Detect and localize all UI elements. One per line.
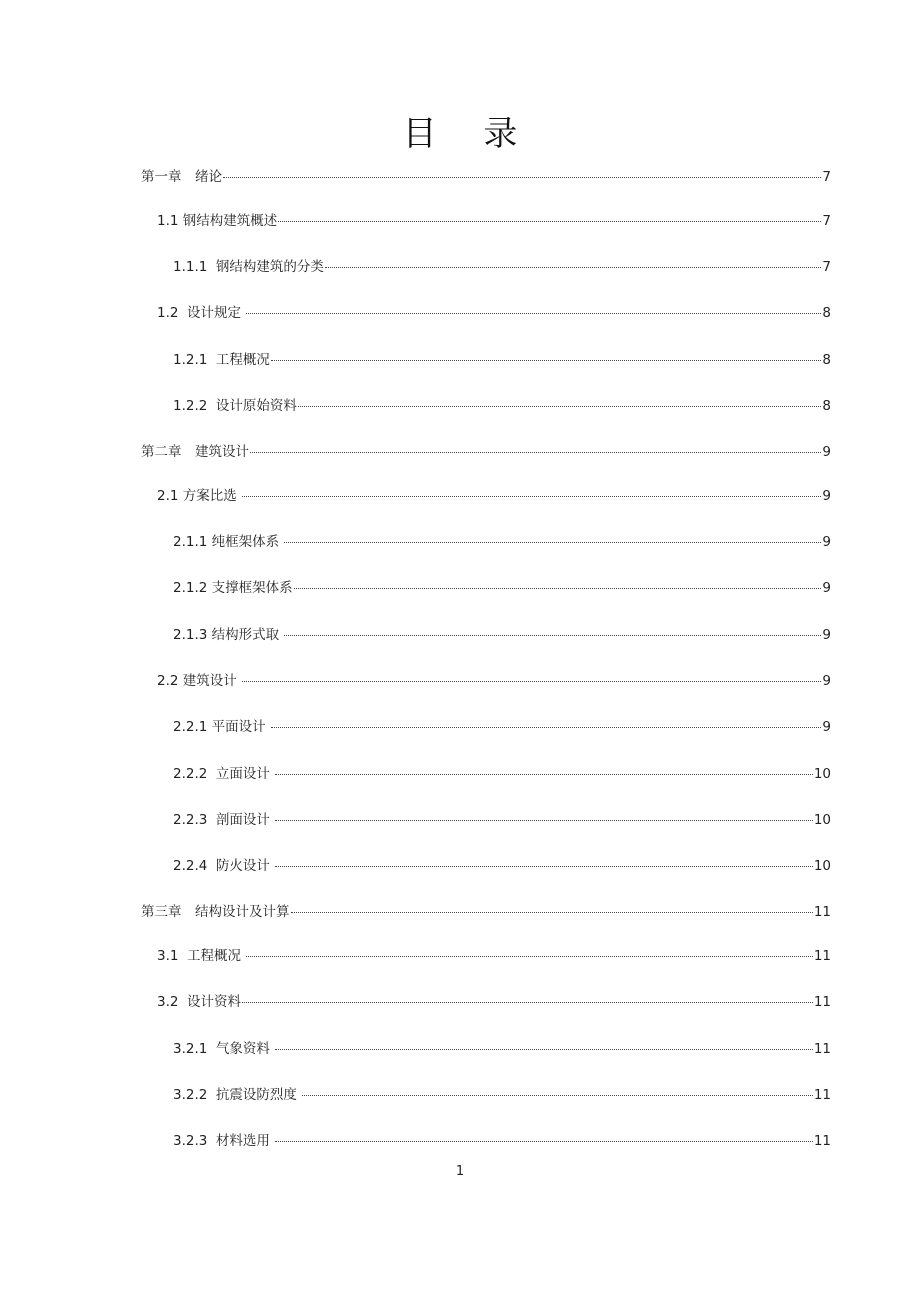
toc-entry-page: 9 — [822, 444, 831, 460]
toc-entry-page: 8 — [822, 398, 831, 414]
toc-entry-text: 第三章 结构设计及计算 — [141, 904, 290, 920]
toc-dot-leader — [250, 452, 821, 453]
toc-entry-text: 1.2 设计规定 — [157, 305, 246, 321]
toc-entry-page: 9 — [822, 488, 831, 504]
toc-entry[interactable] — [157, 672, 831, 690]
toc-entry-page: 11 — [813, 904, 831, 920]
toc-entry[interactable] — [173, 1132, 831, 1150]
toc-entry-page: 11 — [813, 948, 831, 964]
toc-entry-page: 10 — [813, 858, 831, 874]
toc-entry-text: 1.1 钢结构建筑概述 — [157, 213, 278, 229]
toc-entry-page: 8 — [822, 305, 831, 321]
toc-entry-text: 2.2.4 防火设计 — [173, 858, 275, 874]
toc-dot-leader — [325, 267, 821, 268]
toc-dot-leader — [291, 912, 813, 913]
toc-entry[interactable] — [173, 718, 831, 736]
toc-dot-leader — [275, 1141, 813, 1142]
toc-entry-text: 3.2.2 抗震设防烈度 — [173, 1087, 302, 1103]
toc-dot-leader — [275, 774, 813, 775]
toc-entry[interactable] — [157, 487, 831, 505]
toc-entry-page: 11 — [813, 1041, 831, 1057]
toc-entry[interactable] — [173, 626, 831, 644]
toc-entry-text: 1.2.2 设计原始资料 — [173, 398, 297, 414]
toc-dot-leader — [284, 635, 821, 636]
toc-dot-leader — [298, 406, 821, 407]
toc-entry-page: 11 — [813, 1087, 831, 1103]
toc-dot-leader — [246, 313, 821, 314]
toc-dot-leader — [275, 820, 813, 821]
toc-entry-page: 7 — [822, 213, 831, 229]
toc-entry[interactable] — [141, 168, 831, 186]
toc-entry-page: 7 — [822, 169, 831, 185]
toc-entry-page: 9 — [822, 719, 831, 735]
toc-entry[interactable] — [157, 993, 831, 1011]
toc-entry[interactable] — [173, 258, 831, 276]
toc-entry[interactable] — [173, 533, 831, 551]
toc-entry-text: 第二章 建筑设计 — [141, 444, 249, 460]
toc-entry-text: 2.2.2 立面设计 — [173, 766, 275, 782]
toc-entry-page: 11 — [813, 1133, 831, 1149]
toc-entry-page: 9 — [822, 534, 831, 550]
toc-entry-page: 7 — [822, 259, 831, 275]
toc-entry[interactable] — [173, 857, 831, 875]
toc-entry-page: 10 — [813, 812, 831, 828]
toc-entry-text: 1.2.1 工程概况 — [173, 352, 270, 368]
toc-entry-text: 2.1 方案比选 — [157, 488, 242, 504]
toc-entry-text: 3.2.1 气象资料 — [173, 1041, 275, 1057]
toc-entry[interactable] — [173, 811, 831, 829]
toc-entry-page: 8 — [822, 352, 831, 368]
toc-dot-leader — [242, 1002, 813, 1003]
toc-dot-leader — [246, 956, 812, 957]
toc-entry-text: 第一章 绪论 — [141, 169, 222, 185]
toc-entry-text: 2.1.3 结构形式取 — [173, 627, 284, 643]
toc-entry[interactable] — [141, 443, 831, 461]
toc-dot-leader — [284, 542, 821, 543]
toc-entry-text: 2.1.2 支撑框架体系 — [173, 580, 293, 596]
toc-entry[interactable] — [173, 1040, 831, 1058]
toc-dot-leader — [294, 588, 822, 589]
toc-dot-leader — [271, 727, 821, 728]
toc-entry-text: 3.2.3 材料选用 — [173, 1133, 275, 1149]
toc-entry-text: 2.2.3 剖面设计 — [173, 812, 275, 828]
toc-entry-page: 11 — [813, 994, 831, 1010]
toc-entry-page: 9 — [822, 627, 831, 643]
toc-entry-text: 2.1.1 纯框架体系 — [173, 534, 284, 550]
toc-entry-page: 10 — [813, 766, 831, 782]
toc-dot-leader — [242, 496, 821, 497]
toc-entry-page: 9 — [822, 580, 831, 596]
toc-entry[interactable] — [157, 947, 831, 965]
toc-entry[interactable] — [157, 304, 831, 322]
page-number: 1 — [455, 1164, 465, 1179]
toc-dot-leader — [278, 221, 821, 222]
toc-entry-page: 9 — [822, 673, 831, 689]
toc-dot-leader — [242, 681, 821, 682]
toc-title: 目 录 — [402, 114, 536, 154]
toc-entry[interactable] — [173, 1086, 831, 1104]
toc-dot-leader — [223, 177, 821, 178]
toc-entry-text: 2.2.1 平面设计 — [173, 719, 270, 735]
toc-dot-leader — [275, 866, 813, 867]
toc-entry[interactable] — [173, 351, 831, 369]
toc-entry[interactable] — [141, 903, 831, 921]
toc-entry[interactable] — [173, 397, 831, 415]
toc-dot-leader — [275, 1049, 813, 1050]
toc-entry[interactable] — [157, 212, 831, 230]
toc-entry-text: 2.2 建筑设计 — [157, 673, 242, 689]
toc-entry[interactable] — [173, 579, 831, 597]
toc-dot-leader — [302, 1095, 813, 1096]
toc-dot-leader — [271, 360, 821, 361]
toc-entry[interactable] — [173, 765, 831, 783]
toc-entry-text: 3.2 设计资料 — [157, 994, 242, 1010]
toc-entry-text: 3.1 工程概况 — [157, 948, 246, 964]
toc-entry-text: 1.1.1 钢结构建筑的分类 — [173, 259, 324, 275]
